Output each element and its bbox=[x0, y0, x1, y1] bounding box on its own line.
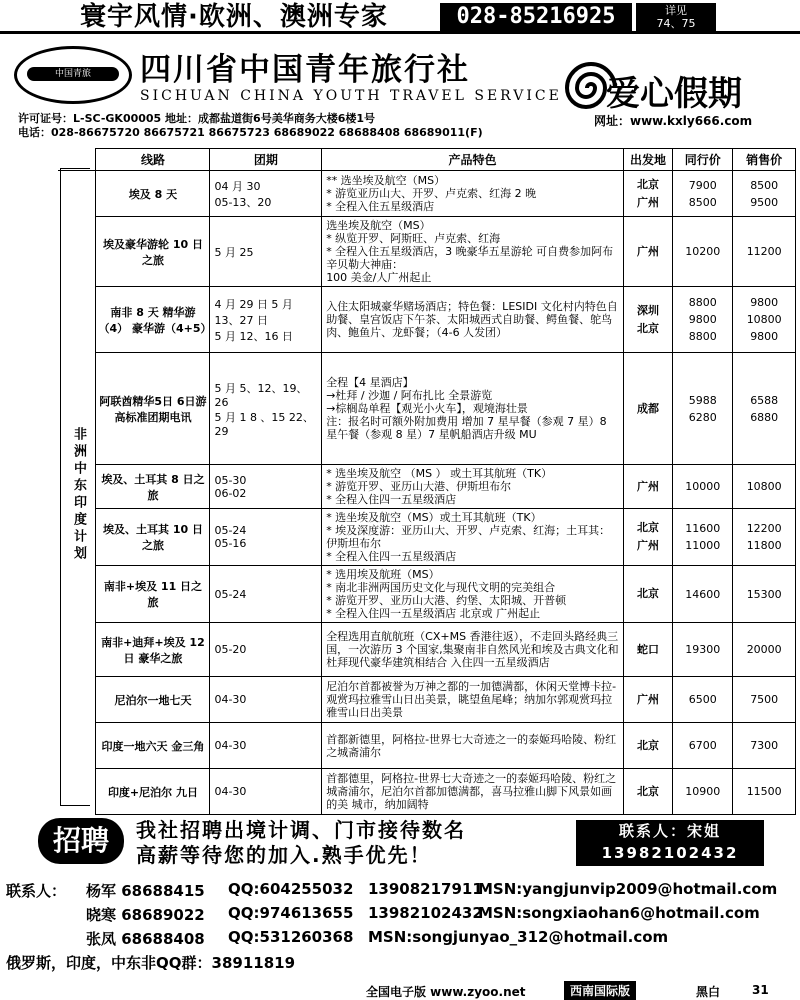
dates-cell bbox=[210, 509, 322, 566]
departure-cell-line: 蛇口 bbox=[636, 642, 659, 656]
departure-cell bbox=[623, 287, 672, 353]
contact-qq: QQ:604255032 bbox=[228, 880, 354, 898]
dates-cell bbox=[210, 353, 322, 465]
peer-price-cell-line: 6500 bbox=[688, 693, 717, 706]
dates-cell-line: 5 月 12、16 日 bbox=[214, 329, 293, 343]
departure-cell bbox=[623, 217, 672, 287]
features-cell bbox=[322, 217, 624, 287]
recruit-contact-label: 联系人：宋姐 bbox=[618, 822, 721, 840]
sale-price-cell bbox=[733, 287, 796, 353]
contact-name: 杨军 68688415 bbox=[86, 882, 205, 900]
features-cell-line: 全程【4 星酒店】 bbox=[326, 376, 414, 389]
peer-price-cell bbox=[673, 723, 733, 769]
peer-price-cell-line: 7900 bbox=[688, 178, 717, 192]
license-address: 许可证号：L-SC-GK00005 地址：成都盐道街6号美华商务大楼6楼1号 bbox=[18, 112, 375, 125]
header-departure: 出发地 bbox=[623, 149, 672, 171]
sale-price-cell bbox=[733, 723, 796, 769]
departure-cell-line: 成都 bbox=[636, 401, 659, 415]
dates-cell-line: 04-30 bbox=[214, 693, 247, 706]
features-cell-line: * 选用埃及航班（MS） bbox=[326, 568, 440, 581]
route-cell: 阿联酋精华5日 6日游 高标准团期电讯 bbox=[96, 353, 210, 465]
dates-cell-line: 05-30 bbox=[214, 473, 247, 487]
departure-cell-line: 北京 bbox=[636, 521, 659, 534]
dates-cell-line: 05-16 bbox=[214, 537, 247, 550]
sale-price-cell-line: 11500 bbox=[746, 785, 782, 798]
dates-cell bbox=[210, 217, 322, 287]
sale-price-cell bbox=[733, 217, 796, 287]
contact-mobile: 13908217911 bbox=[368, 880, 483, 898]
contact-name: 晓寒 68689022 bbox=[86, 906, 205, 924]
header-dates: 团期 bbox=[210, 149, 322, 171]
row-spacer bbox=[58, 465, 96, 509]
features-cell-line: * 选坐埃及航空 （MS ） 或土耳其航班（TK） bbox=[326, 467, 553, 480]
peer-price-cell bbox=[673, 509, 733, 566]
recruit-contact-box bbox=[576, 820, 764, 866]
sale-price-cell bbox=[733, 353, 796, 465]
peer-price-cell-line: 8500 bbox=[688, 195, 717, 209]
peer-price-cell bbox=[673, 465, 733, 509]
peer-price-cell bbox=[673, 566, 733, 623]
dates-cell bbox=[210, 171, 322, 217]
website: 网址：www.kxly666.com bbox=[594, 114, 753, 128]
sale-price-cell-line: 11200 bbox=[746, 245, 782, 258]
features-cell bbox=[322, 465, 624, 509]
peer-price-cell bbox=[673, 287, 733, 353]
recruit-line-1: 我社招聘出境计调、门市接待数名 bbox=[136, 818, 466, 842]
features-cell-line: * 选坐埃及航空（MS）或土耳其航班（TK） bbox=[326, 511, 542, 524]
features-cell-line: * 南北非洲两国历史文化与现代文明的完美组合 bbox=[326, 581, 556, 594]
features-cell-line: 注：报名时可额外附加费用 增加 7 星早餐（参观 7 星）8 星午餐（参观 8 星）7 星帆船酒店升级 MU bbox=[326, 415, 607, 441]
sale-price-cell-line: 6588 bbox=[750, 393, 779, 407]
agency-name: 四川省中国青年旅行社 bbox=[140, 52, 470, 88]
dates-cell-line: 05-24 bbox=[214, 524, 247, 537]
globe-logo-icon bbox=[14, 46, 132, 104]
footer-color: 黑白 bbox=[696, 985, 721, 999]
features-cell bbox=[322, 287, 624, 353]
peer-price-cell bbox=[673, 171, 733, 217]
header-peer-price: 同行价 bbox=[673, 149, 733, 171]
sale-price-cell-line: 10800 bbox=[746, 313, 782, 326]
features-cell-line: 全程选用直航航班（CX+MS 香港往返），不走回头路经典三国，一次游历 3 个国家,集聚南非自然风光和埃及古典文化和杜拜现代豪华建筑相结合 入住四一五星级酒店 bbox=[326, 630, 619, 669]
table-header-row bbox=[58, 149, 796, 171]
features-cell-line: 首都新德里，阿格拉-世界七大奇迹之一的泰姬玛哈陵、粉红之城斋浦尔 bbox=[326, 732, 617, 759]
contact-mobile: 13982102432 bbox=[368, 904, 483, 922]
recruit-badge: 招聘 bbox=[38, 818, 124, 864]
features-cell-line: * 全程入住五星级酒店，3 晚豪华五星游轮 可自费参加阿布辛贝勒大神庙： bbox=[326, 245, 614, 271]
peer-price-cell-line: 11600 bbox=[685, 522, 721, 535]
sale-price-cell bbox=[733, 769, 796, 815]
tour-table bbox=[58, 148, 796, 815]
table-row bbox=[58, 566, 796, 623]
see-pages: 74、75 bbox=[656, 17, 696, 30]
sale-price-cell bbox=[733, 623, 796, 677]
see-pages-box bbox=[636, 3, 716, 31]
banner-phone: 028-85216925 bbox=[440, 3, 632, 31]
peer-price-cell bbox=[673, 217, 733, 287]
peer-price-cell-line: 10000 bbox=[685, 480, 721, 493]
row-spacer bbox=[58, 566, 96, 623]
table-row bbox=[58, 509, 796, 566]
sale-price-cell-line: 9800 bbox=[750, 330, 779, 343]
features-cell-line: 入住太阳城豪华赌场酒店；特色餐：LESIDI 文化村内特色自助餐、皇宫饭店下午茶、太阳城西式自助餐、鳄鱼餐、鸵鸟肉、鲍鱼片、龙虾餐；（4-6 人发团） bbox=[326, 300, 618, 339]
features-cell-line: 选坐埃及航空（MS） bbox=[326, 219, 431, 232]
sale-price-cell-line: 9800 bbox=[750, 296, 779, 309]
dates-cell-line: 04-30 bbox=[214, 785, 247, 798]
route-cell: 南非+埃及 11 日之旅 bbox=[96, 566, 210, 623]
peer-price-cell-line: 11000 bbox=[685, 539, 721, 552]
side-label: 非洲中东印度计划 bbox=[71, 427, 86, 563]
row-spacer bbox=[58, 623, 96, 677]
route-cell: 印度+尼泊尔 九日 bbox=[96, 769, 210, 815]
row-spacer bbox=[58, 723, 96, 769]
features-cell-line: 尼泊尔首都被誉为万神之都的一加德满都，休闲天堂博卡拉-观赏玛拉雅雪山日出美景，眺望鱼尾峰；纳加尔郭观赏玛拉雅雪山日出美景 bbox=[326, 680, 617, 719]
table-row bbox=[58, 465, 796, 509]
departure-cell-line: 北京 bbox=[636, 784, 659, 798]
features-cell-line: * 全程入住五星级酒店 bbox=[326, 200, 435, 213]
departure-cell bbox=[623, 509, 672, 566]
sale-price-cell-line: 9500 bbox=[750, 195, 779, 209]
features-cell bbox=[322, 677, 624, 723]
departure-cell-line: 广州 bbox=[636, 692, 659, 706]
table-row bbox=[58, 769, 796, 815]
peer-price-cell bbox=[673, 353, 733, 465]
footer-page: 31 bbox=[752, 983, 769, 997]
row-spacer bbox=[58, 677, 96, 723]
route-cell: 埃及豪华游轮 10 日之旅 bbox=[96, 217, 210, 287]
recruit-line-2: 高薪等待您的加入.熟手优先！ bbox=[136, 843, 432, 867]
departure-cell bbox=[623, 723, 672, 769]
features-cell-line: →棕榈岛单程【观光小火车】，观境海壮景 bbox=[326, 402, 528, 415]
features-cell-line: * 埃及深度游：亚历山大、开罗、卢克索、红海；土耳其：伊斯坦布尔 bbox=[326, 524, 611, 550]
contact-label: 联系人： bbox=[6, 882, 67, 900]
dates-cell-line: 06-02 bbox=[214, 486, 247, 500]
peer-price-cell bbox=[673, 769, 733, 815]
features-cell-line: * 纵览开罗、阿斯旺、卢克索、红海 bbox=[326, 232, 501, 245]
footer-section: 西南国际版 bbox=[564, 981, 636, 1000]
dates-cell-line: 05-13、20 bbox=[214, 195, 272, 209]
qq-group: 俄罗斯，印度，中东非QQ群：38911819 bbox=[6, 954, 296, 972]
sale-price-cell bbox=[733, 171, 796, 217]
peer-price-cell-line: 6280 bbox=[688, 410, 717, 424]
features-cell bbox=[322, 623, 624, 677]
features-cell-line: * 全程入住四一五星级酒店 北京或 广州起止 bbox=[326, 607, 541, 620]
agency-english-name: SICHUAN CHINA YOUTH TRAVEL SERVICE bbox=[140, 88, 562, 104]
footer-edition: 全国电子版 www.zyoo.net bbox=[366, 985, 526, 999]
dates-cell-line: 05-20 bbox=[214, 643, 247, 656]
sale-price-cell-line: 6880 bbox=[750, 410, 779, 424]
route-cell: 南非 8 天 精华游（4） 豪华游（4+5） bbox=[96, 287, 210, 353]
sale-price-cell bbox=[733, 509, 796, 566]
features-cell-line: * 游览亚历山大、开罗、卢克索、红海 2 晚 bbox=[326, 187, 537, 200]
header-sale-price: 销售价 bbox=[733, 149, 796, 171]
sale-price-cell bbox=[733, 677, 796, 723]
peer-price-cell bbox=[673, 677, 733, 723]
table-row bbox=[58, 171, 796, 217]
row-spacer bbox=[58, 769, 96, 815]
table-row bbox=[58, 623, 796, 677]
header-spacer bbox=[58, 149, 96, 171]
contact-list bbox=[0, 876, 800, 972]
departure-cell-line: 广州 bbox=[636, 539, 659, 552]
departure-cell-line: 广州 bbox=[636, 479, 659, 493]
sale-price-cell-line: 11800 bbox=[746, 539, 782, 552]
sale-price-cell-line: 7300 bbox=[750, 739, 779, 752]
sale-price-cell-line: 20000 bbox=[746, 643, 782, 656]
table-row bbox=[58, 723, 796, 769]
row-spacer bbox=[58, 171, 96, 217]
row-spacer bbox=[58, 509, 96, 566]
logo-text: 中国青旅 bbox=[27, 67, 119, 81]
features-cell-line: * 游览开罗、亚历山大港、伊斯坦布尔 bbox=[326, 480, 512, 493]
peer-price-cell-line: 10900 bbox=[685, 785, 721, 798]
features-cell-line: 首都德里，阿格拉-世界七大奇迹之一的泰姬玛哈陵、粉红之城斋浦尔，尼泊尔首都加德满都，喜马拉雅山脚下风景如画的美 城市，纳加阔特 bbox=[326, 772, 617, 811]
sale-price-cell-line: 8500 bbox=[750, 178, 779, 192]
peer-price-cell-line: 19300 bbox=[685, 643, 721, 656]
departure-cell bbox=[623, 566, 672, 623]
row-spacer bbox=[58, 287, 96, 353]
features-cell bbox=[322, 171, 624, 217]
features-cell bbox=[322, 566, 624, 623]
features-cell bbox=[322, 353, 624, 465]
peer-price-cell-line: 6700 bbox=[688, 739, 717, 752]
agency-header bbox=[6, 38, 796, 142]
departure-cell bbox=[623, 677, 672, 723]
peer-price-cell-line: 10200 bbox=[685, 245, 721, 258]
route-cell: 尼泊尔一地七天 bbox=[96, 677, 210, 723]
table-row bbox=[58, 353, 796, 465]
dates-cell-line: 04-30 bbox=[214, 739, 247, 752]
contact-qq: QQ:974613655 bbox=[228, 904, 354, 922]
dates-cell bbox=[210, 769, 322, 815]
departure-cell-line: 深圳 bbox=[636, 303, 659, 317]
route-cell: 埃及、土耳其 8 日之旅 bbox=[96, 465, 210, 509]
row-spacer bbox=[58, 353, 96, 465]
dates-cell-line: 4 月 29 日 5 月 13、27 日 bbox=[214, 297, 293, 327]
sale-price-cell-line: 12200 bbox=[746, 522, 782, 535]
peer-price-cell bbox=[673, 623, 733, 677]
contact-msn: MSN:songjunyao_312@hotmail.com bbox=[368, 928, 669, 946]
table-row bbox=[58, 217, 796, 287]
dates-cell-line: 04 月 30 bbox=[214, 179, 261, 193]
features-cell-line: 100 美金/人广州起止 bbox=[326, 271, 432, 284]
dates-cell-line: 05-24 bbox=[214, 587, 247, 601]
features-cell-line: →杜拜 / 沙迦 / 阿布扎比 全景游览 bbox=[326, 389, 493, 402]
departure-cell-line: 北京 bbox=[636, 738, 659, 752]
features-cell-line: * 游览开罗、亚历山大港、约堡、太阳城、开普顿 bbox=[326, 594, 567, 607]
features-cell bbox=[322, 769, 624, 815]
departure-cell bbox=[623, 465, 672, 509]
dates-cell bbox=[210, 723, 322, 769]
departure-cell-line: 北京 bbox=[636, 587, 659, 600]
dates-cell bbox=[210, 287, 322, 353]
header-route: 线路 bbox=[96, 149, 210, 171]
features-cell-line: ** 选坐埃及航空（MS） bbox=[326, 174, 446, 187]
departure-cell bbox=[623, 171, 672, 217]
sale-price-cell-line: 10800 bbox=[746, 480, 782, 493]
recruit-banner bbox=[10, 814, 796, 872]
dates-cell-line: 5 月 1 8 、15 22、29 bbox=[214, 410, 314, 438]
peer-price-cell-line: 8800 bbox=[688, 296, 717, 309]
contact-name: 张凤 68688408 bbox=[86, 930, 205, 948]
sale-price-cell-line: 15300 bbox=[746, 587, 782, 601]
peer-price-cell-line: 14600 bbox=[685, 587, 721, 601]
departure-cell bbox=[623, 353, 672, 465]
peer-price-cell-line: 5988 bbox=[688, 393, 717, 407]
peer-price-cell-line: 9800 bbox=[688, 313, 717, 326]
aixin-brand: 爱心假期 bbox=[606, 74, 742, 114]
route-cell: 南非+迪拜+埃及 12 日 豪华之旅 bbox=[96, 623, 210, 677]
departure-cell-line: 广州 bbox=[636, 244, 659, 258]
table-row bbox=[58, 287, 796, 353]
sale-price-cell-line: 7500 bbox=[750, 693, 779, 706]
features-cell-line: * 全程入住四一五星级酒店 bbox=[326, 493, 457, 506]
row-spacer bbox=[58, 217, 96, 287]
departure-cell bbox=[623, 623, 672, 677]
dates-cell bbox=[210, 677, 322, 723]
route-cell: 印度一地六天 金三角 bbox=[96, 723, 210, 769]
dates-cell bbox=[210, 465, 322, 509]
route-cell: 埃及 8 天 bbox=[96, 171, 210, 217]
dates-cell bbox=[210, 566, 322, 623]
header-features: 产品特色 bbox=[322, 149, 624, 171]
features-cell bbox=[322, 509, 624, 566]
contact-qq: QQ:531260368 bbox=[228, 928, 354, 946]
sale-price-cell bbox=[733, 566, 796, 623]
see-label: 详见 bbox=[665, 4, 687, 17]
contact-msn: MSN:songxiaohan6@hotmail.com bbox=[478, 904, 760, 922]
recruit-text bbox=[136, 818, 466, 868]
departure-cell-line: 北京 bbox=[636, 177, 659, 191]
departure-cell-line: 广州 bbox=[636, 195, 659, 209]
contact-msn: MSN:yangjunvip2009@hotmail.com bbox=[478, 880, 778, 898]
features-cell bbox=[322, 723, 624, 769]
dates-cell-line: 5 月 5、12、19、26 bbox=[214, 381, 308, 409]
top-banner bbox=[0, 0, 800, 34]
route-cell: 埃及、土耳其 10 日之旅 bbox=[96, 509, 210, 566]
telephone-line: 电话：028-86675720 86675721 86675723 68689022 68688408 68689011(F) bbox=[18, 126, 483, 139]
table-row bbox=[58, 677, 796, 723]
features-cell-line: * 全程入住四一五星级酒店 bbox=[326, 550, 457, 563]
page-footer bbox=[356, 980, 800, 1000]
peer-price-cell-line: 8800 bbox=[688, 330, 717, 343]
departure-cell-line: 北京 bbox=[636, 321, 659, 335]
recruit-contact-phone: 13982102432 bbox=[601, 844, 739, 862]
brand-slogan: 寰宇风情·欧洲、澳洲专家 bbox=[80, 2, 388, 32]
sale-price-cell bbox=[733, 465, 796, 509]
dates-cell bbox=[210, 623, 322, 677]
departure-cell bbox=[623, 769, 672, 815]
dates-cell-line: 5 月 25 bbox=[214, 245, 254, 259]
